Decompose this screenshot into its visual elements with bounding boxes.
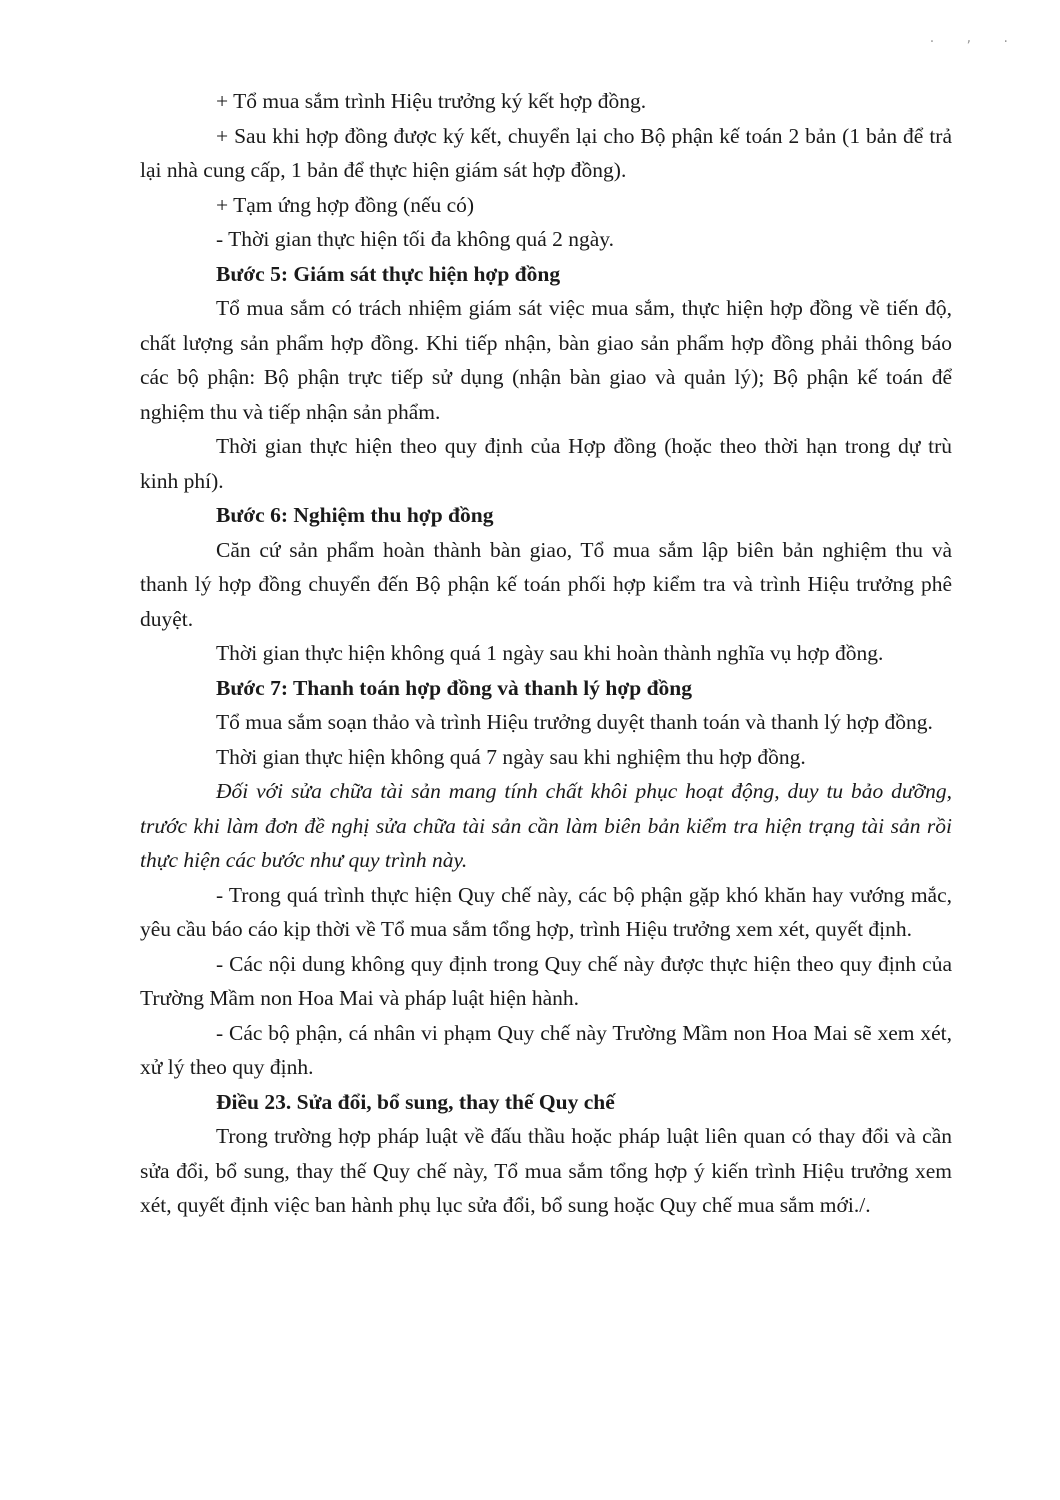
heading-step-6: Bước 6: Nghiệm thu hợp đồng	[216, 503, 494, 527]
paragraph-violations: - Các bộ phận, cá nhân vi phạm Quy chế này Trường Mầm non Hoa Mai sẽ xem xét, xử lý theo quy định.	[140, 1020, 952, 1079]
document-body	[140, 84, 952, 1223]
paragraph-unregulated: - Các nội dung không quy định trong Quy chế này được thực hiện theo quy định của Trường Mầm non Hoa Mai và pháp luật hiện hành.	[140, 951, 952, 1010]
paragraph-advance: + Tạm ứng hợp đồng (nếu có)	[216, 192, 475, 217]
scan-artifact: . , .	[929, 30, 1022, 46]
paragraph-step-7-time: Thời gian thực hiện không quá 7 ngày sau khi nghiệm thu hợp đồng.	[216, 744, 806, 769]
paragraph-difficulties: - Trong quá trình thực hiện Quy chế này, các bộ phận gặp khó khăn hay vướng mắc, yêu cầu báo cáo kịp thời về Tổ mua sắm tổng hợp, trình Hiệu trưởng xem xét, quyết định.	[140, 882, 952, 941]
paragraph-step-5-body: Tổ mua sắm có trách nhiệm giám sát việc mua sắm, thực hiện hợp đồng về tiến độ, chất lượng sản phẩm hợp đồng. Khi tiếp nhận, bàn giao sản phẩm hợp đồng phải thông báo các bộ phận: Bộ phận trực tiếp sử dụng (nhận bàn giao và quản lý); Bộ phận kế toán để nghiệm thu và tiếp nhận sản phẩm.	[140, 296, 952, 424]
heading-step-7: Bước 7: Thanh toán hợp đồng và thanh lý hợp đồng	[216, 675, 693, 700]
paragraph-step-7-body: Tổ mua sắm soạn thảo và trình Hiệu trưởng duyệt thanh toán và thanh lý hợp đồng.	[216, 710, 933, 734]
paragraph-time-limit-2-days: - Thời gian thực hiện tối đa không quá 2 ngày.	[216, 227, 615, 251]
paragraph-article-23-body: Trong trường hợp pháp luật về đấu thầu hoặc pháp luật liên quan có thay đổi và cần sửa đổi, bổ sung, thay thế Quy chế này, Tổ mua sắm tổng hợp ý kiến trình Hiệu trưởng xem xét, quyết định việc ban hành phụ lục sửa đổi, bổ sung hoặc Quy chế mua sắm mới./.	[140, 1124, 952, 1217]
heading-step-5: Bước 5: Giám sát thực hiện hợp đồng	[216, 261, 561, 286]
paragraph-step-6-body: Căn cứ sản phẩm hoàn thành bàn giao, Tổ mua sắm lập biên bản nghiệm thu và thanh lý hợp đồng chuyển đến Bộ phận kế toán phối hợp kiểm tra và trình Hiệu trưởng phê duyệt.	[140, 537, 952, 631]
paragraph-step-6-time: Thời gian thực hiện không quá 1 ngày sau khi hoàn thành nghĩa vụ hợp đồng.	[216, 641, 884, 665]
heading-article-23: Điều 23. Sửa đổi, bổ sung, thay thế Quy chế	[216, 1089, 615, 1114]
paragraph-step-5-time: Thời gian thực hiện theo quy định của Hợp đồng (hoặc theo thời hạn trong dự trù kinh phí).	[140, 434, 952, 493]
paragraph-sign-contract: + Tổ mua sắm trình Hiệu trưởng ký kết hợp đồng.	[216, 89, 647, 113]
paragraph-transfer-copies: + Sau khi hợp đồng được ký kết, chuyển lại cho Bộ phận kế toán 2 bản (1 bản để trả lại nhà cung cấp, 1 bản để thực hiện giám sát hợp đồng).	[140, 123, 952, 182]
paragraph-repair-note: Đối với sửa chữa tài sản mang tính chất khôi phục hoạt động, duy tu bảo dưỡng, trước khi làm đơn đề nghị sửa chữa tài sản cần làm biên bản kiểm tra hiện trạng tài sản rồi thực hiện các bước như quy trình này.	[140, 779, 952, 872]
